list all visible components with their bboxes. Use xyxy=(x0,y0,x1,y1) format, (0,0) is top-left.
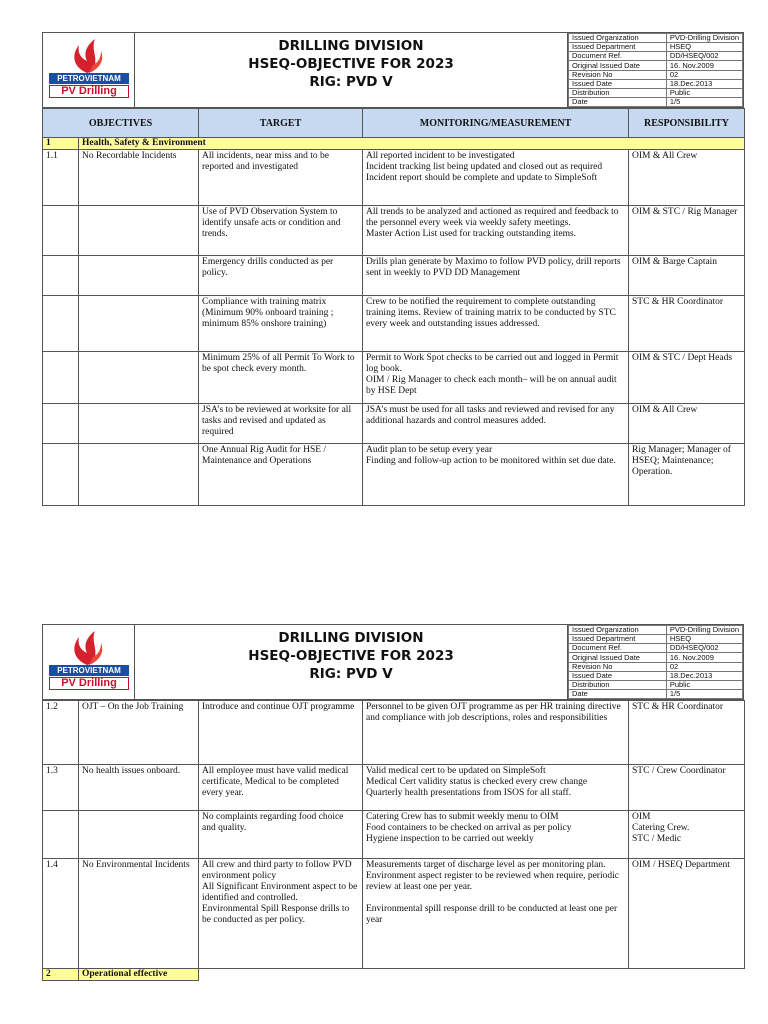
table-row xyxy=(43,352,745,404)
meta-key: Original Issued Date xyxy=(569,61,667,70)
cell-target: All employee must have valid medical certificate, Medical to be completed every year. xyxy=(199,765,363,811)
table-row xyxy=(43,256,745,296)
document-meta xyxy=(568,625,743,699)
cell-objective: No Recordable Incidents xyxy=(79,150,199,206)
meta-key: Issued Department xyxy=(569,43,667,52)
meta-key: Issued Department xyxy=(569,635,667,644)
cell-monitoring: All reported incident to be investigated Incident tracking list being updated and closed out as required Incident report should be complete and update to SimpleSoft xyxy=(363,150,629,206)
logo-brand: PETROVIETNAM xyxy=(49,73,129,84)
meta-value: 16. Nov.2009 xyxy=(666,61,742,70)
meta-value: 1/5 xyxy=(666,689,742,698)
meta-key: Date xyxy=(569,689,667,698)
cell-objective xyxy=(79,296,199,352)
cell-monitoring: Measurements target of discharge level as per monitoring plan. Environment aspect register to be reviewed when require, periodic review at least one per year. Environmental spill response drill to be conducted at least one per year xyxy=(363,859,629,969)
cell-monitoring: Audit plan to be setup every year Finding and follow-up action to be monitored within set due date. xyxy=(363,444,629,506)
cell-target: All incidents, near miss and to be reported and investigated xyxy=(199,150,363,206)
cell-num xyxy=(43,444,79,506)
cell-num xyxy=(43,811,79,859)
meta-value: HSEQ xyxy=(666,635,742,644)
cell-objective: No Environmental Incidents xyxy=(79,859,199,969)
cell-monitoring: Permit to Work Spot checks to be carried out and logged in Permit log book. OIM / Rig Manager to check each month– will be on annual audit by HSE Dept xyxy=(363,352,629,404)
col-responsibility: RESPONSIBILITY xyxy=(629,109,745,138)
petrovietnam-logo xyxy=(43,625,135,699)
cell-resp: OIM Catering Crew. STC / Medic xyxy=(629,811,745,859)
meta-value: HSEQ xyxy=(666,43,742,52)
section-title: Operational effective xyxy=(79,969,199,981)
cell-objective: OJT – On the Job Training xyxy=(79,701,199,765)
cell-resp: OIM & Barge Captain xyxy=(629,256,745,296)
col-monitoring: MONITORING/MEASUREMENT xyxy=(363,109,629,138)
table-row xyxy=(43,859,745,969)
section-number: 2 xyxy=(43,969,79,981)
title-line-1: DRILLING DIVISION xyxy=(278,38,424,54)
title-line-1: DRILLING DIVISION xyxy=(278,630,424,646)
section-row xyxy=(43,969,745,981)
meta-value: 1/5 xyxy=(666,97,742,106)
table-row xyxy=(43,701,745,765)
cell-target: All crew and third party to follow PVD environment policy All Significant Environment aspect to be identified and controlled. Environmental Spill Response drills to be conducted as per policy. xyxy=(199,859,363,969)
cell-monitoring: Drills plan generate by Maximo to follow PVD policy, drill reports sent in weekly to PVD DD Management xyxy=(363,256,629,296)
objectives-table-page-2 xyxy=(42,700,745,981)
page-1 xyxy=(42,32,744,506)
logo-brand: PETROVIETNAM xyxy=(49,665,129,676)
flame-icon xyxy=(65,629,113,667)
cell-num xyxy=(43,256,79,296)
meta-key: Issued Date xyxy=(569,671,667,680)
cell-monitoring: All trends to be analyzed and actioned as required and feedback to the personnel every week via weekly safety meetings. Master Action List used for tracking outstanding items. xyxy=(363,206,629,256)
cell-num: 1.3 xyxy=(43,765,79,811)
cell-resp: OIM & All Crew xyxy=(629,404,745,444)
document-title xyxy=(135,33,568,107)
cell-objective xyxy=(79,404,199,444)
table-row xyxy=(43,765,745,811)
meta-key: Revision No xyxy=(569,662,667,671)
flame-icon xyxy=(65,37,113,75)
meta-key: Issued Organization xyxy=(569,626,667,635)
cell-target: Compliance with training matrix (Minimum 90% onboard training ; minimum 85% onshore training) xyxy=(199,296,363,352)
meta-value: 02 xyxy=(666,70,742,79)
cell-num: 1.4 xyxy=(43,859,79,969)
page-2 xyxy=(42,624,744,981)
cell-resp: STC & HR Coordinator xyxy=(629,701,745,765)
cell-target: Emergency drills conducted as per policy. xyxy=(199,256,363,296)
meta-value: 18.Dec.2013 xyxy=(666,671,742,680)
cell-resp: OIM / HSEQ Department xyxy=(629,859,745,969)
meta-key: Revision No xyxy=(569,70,667,79)
cell-target: Minimum 25% of all Permit To Work to be spot check every month. xyxy=(199,352,363,404)
cell-target: One Annual Rig Audit for HSE / Maintenance and Operations xyxy=(199,444,363,506)
cell-objective xyxy=(79,256,199,296)
meta-value: DD/HSEQ/002 xyxy=(666,644,742,653)
cell-resp: OIM & All Crew xyxy=(629,150,745,206)
title-line-2: HSEQ-OBJECTIVE FOR 2023 xyxy=(248,648,454,664)
document-title xyxy=(135,625,568,699)
cell-target: Introduce and continue OJT programme xyxy=(199,701,363,765)
cell-monitoring: JSA’s must be used for all tasks and reviewed and revised for any additional hazards and control measures added. xyxy=(363,404,629,444)
cell-target: Use of PVD Observation System to identify unsafe acts or condition and trends. xyxy=(199,206,363,256)
meta-key: Issued Date xyxy=(569,79,667,88)
cell-objective xyxy=(79,811,199,859)
table-row xyxy=(43,150,745,206)
col-objectives: OBJECTIVES xyxy=(43,109,199,138)
meta-key: Distribution xyxy=(569,680,667,689)
table-row xyxy=(43,811,745,859)
logo-sub: PV Drilling xyxy=(49,85,129,98)
document-header xyxy=(42,624,744,700)
meta-value: Public xyxy=(666,680,742,689)
meta-key: Date xyxy=(569,97,667,106)
table-row xyxy=(43,444,745,506)
cell-monitoring: Catering Crew has to submit weekly menu to OIM Food containers to be checked on arrival as per policy Hygiene inspection to be carried out weekly xyxy=(363,811,629,859)
cell-objective xyxy=(79,206,199,256)
meta-key: Issued Organization xyxy=(569,34,667,43)
meta-value: 18.Dec.2013 xyxy=(666,79,742,88)
cell-resp: OIM & STC / Dept Heads xyxy=(629,352,745,404)
meta-key: Document Ref. xyxy=(569,644,667,653)
cell-target: JSA’s to be reviewed at worksite for all tasks and revised and updated as required xyxy=(199,404,363,444)
cell-monitoring: Crew to be notified the requirement to complete outstanding training items. Review of training matrix to be conducted by STC every week and outstanding issues addressed. xyxy=(363,296,629,352)
objectives-table-page-1 xyxy=(42,108,745,506)
meta-value: PVD-Drilling Division xyxy=(666,34,742,43)
cell-monitoring: Personnel to be given OJT programme as per HR training directive and compliance with job descriptions, roles and responsibilities xyxy=(363,701,629,765)
meta-value: 02 xyxy=(666,662,742,671)
cell-objective: No health issues onboard. xyxy=(79,765,199,811)
cell-num: 1.1 xyxy=(43,150,79,206)
cell-monitoring: Valid medical cert to be updated on SimpleSoft Medical Cert validity status is checked every crew change Quarterly health presentations from ISOS for all staff. xyxy=(363,765,629,811)
cell-objective xyxy=(79,444,199,506)
meta-key: Document Ref. xyxy=(569,52,667,61)
cell-objective xyxy=(79,352,199,404)
cell-num xyxy=(43,404,79,444)
cell-target: No complaints regarding food choice and quality. xyxy=(199,811,363,859)
title-line-3: RIG: PVD V xyxy=(309,666,393,682)
cell-resp: Rig Manager; Manager of HSEQ; Maintenance; Operation. xyxy=(629,444,745,506)
meta-value: 16. Nov.2009 xyxy=(666,653,742,662)
cell-resp: STC & HR Coordinator xyxy=(629,296,745,352)
cell-num xyxy=(43,206,79,256)
cell-num xyxy=(43,352,79,404)
petrovietnam-logo xyxy=(43,33,135,107)
meta-value: Public xyxy=(666,88,742,97)
table-header-row xyxy=(43,109,745,138)
col-target: TARGET xyxy=(199,109,363,138)
section-row xyxy=(43,138,745,150)
logo-sub: PV Drilling xyxy=(49,677,129,690)
cell-resp: STC / Crew Coordinator xyxy=(629,765,745,811)
meta-value: DD/HSEQ/002 xyxy=(666,52,742,61)
document-meta xyxy=(568,33,743,107)
cell-resp: OIM & STC / Rig Manager xyxy=(629,206,745,256)
cell-num: 1.2 xyxy=(43,701,79,765)
cell-num xyxy=(43,296,79,352)
table-row xyxy=(43,206,745,256)
table-row xyxy=(43,296,745,352)
section-title: Health, Safety & Environment xyxy=(79,138,745,150)
table-row xyxy=(43,404,745,444)
meta-key: Distribution xyxy=(569,88,667,97)
title-line-3: RIG: PVD V xyxy=(309,74,393,90)
meta-value: PVD-Drilling Division xyxy=(666,626,742,635)
title-line-2: HSEQ-OBJECTIVE FOR 2023 xyxy=(248,56,454,72)
section-number: 1 xyxy=(43,138,79,150)
meta-key: Original Issued Date xyxy=(569,653,667,662)
document-header xyxy=(42,32,744,108)
